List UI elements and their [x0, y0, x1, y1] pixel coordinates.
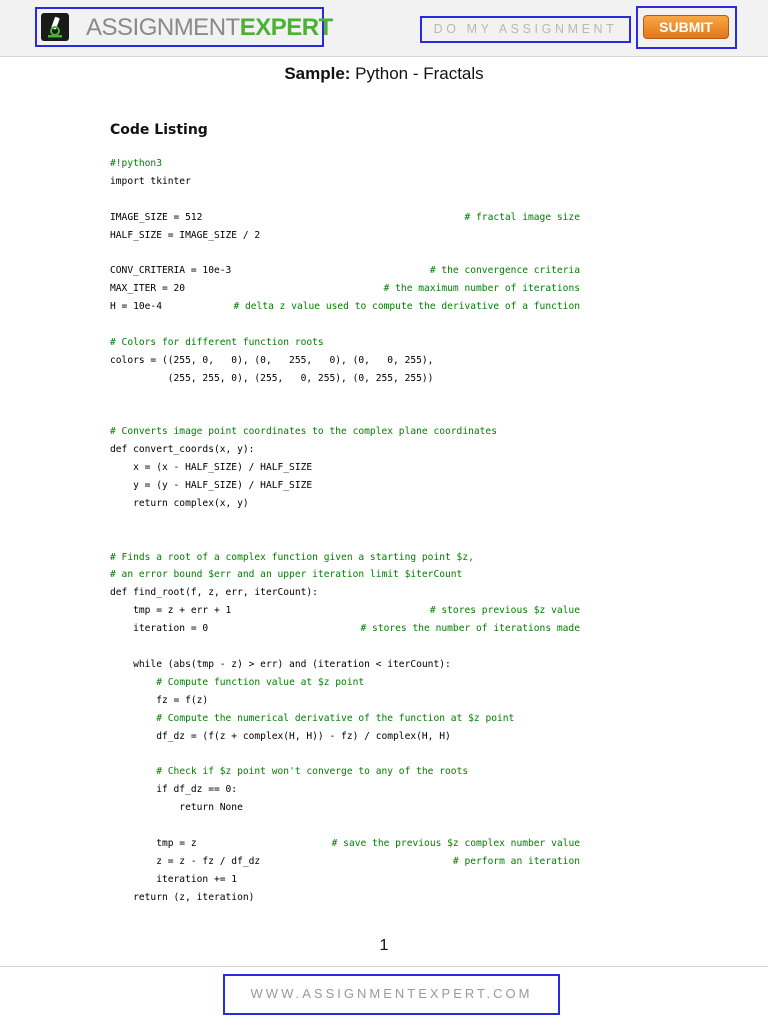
code-line — [110, 656, 580, 674]
code-line — [110, 620, 580, 638]
code-line — [110, 495, 580, 513]
code-text: def find_root(f, z, err, iterCount): — [110, 587, 318, 599]
code-comment: # the convergence criteria — [429, 265, 580, 277]
code-comment: # save the previous $z complex number value — [331, 837, 580, 849]
code-comment: # Check if $z point won't converge to any of the roots — [156, 766, 469, 778]
brand-logo-link[interactable] — [35, 7, 333, 47]
brand-name-part2: EXPERT — [239, 14, 333, 41]
code-line — [110, 728, 580, 746]
code-line — [110, 244, 580, 262]
code-comment: # stores previous $z value — [429, 605, 580, 617]
title-label: Sample: — [284, 64, 351, 83]
page-number: 1 — [379, 937, 389, 954]
code-line — [110, 370, 580, 388]
code-line — [110, 566, 580, 584]
code-line — [110, 334, 580, 352]
code-comment: # fractal image size — [464, 211, 580, 223]
code-text — [110, 713, 156, 724]
code-line — [110, 316, 580, 334]
code-text: return (z, iteration) — [110, 891, 255, 903]
title-text: Python - Fractals — [350, 64, 484, 83]
code-line — [110, 298, 580, 316]
code-line — [110, 781, 580, 799]
code-line — [110, 799, 580, 817]
code-text: tmp = z — [110, 837, 197, 849]
code-line — [110, 692, 580, 710]
site-footer — [0, 966, 768, 1025]
code-line — [110, 155, 580, 173]
code-text: IMAGE_SIZE = 512 — [110, 211, 203, 223]
microscope-icon — [41, 13, 69, 41]
code-line — [110, 889, 580, 907]
brand-name-part1: ASSIGNMENT — [86, 14, 240, 41]
code-text — [110, 677, 156, 688]
code-text: df_dz = (f(z + complex(H, H)) - fz) / complex(H, H) — [110, 730, 451, 742]
code-line — [110, 227, 580, 245]
code-comment: # stores the number of iterations made — [360, 623, 580, 635]
code-text: if df_dz == 0: — [110, 784, 238, 796]
code-line — [110, 477, 580, 495]
code-text: import tkinter — [110, 175, 191, 187]
code-comment: # Compute the numerical derivative of the function at $z point — [156, 712, 515, 724]
code-text: MAX_ITER = 20 — [110, 283, 186, 295]
submit-button-frame — [636, 6, 737, 49]
code-text: H = 10e-4 — [110, 301, 162, 313]
code-comment: # Colors for different function roots — [110, 336, 324, 348]
code-comment: # the maximum number of iterations — [383, 283, 580, 295]
code-line — [110, 405, 580, 423]
code-line — [110, 513, 580, 531]
code-line — [110, 191, 580, 209]
code-text: fz = f(z) — [110, 694, 209, 706]
code-line — [110, 602, 580, 620]
code-line — [110, 352, 580, 370]
site-header — [0, 0, 768, 57]
code-text: iteration += 1 — [110, 873, 238, 885]
code-comment: # Compute function value at $z point — [156, 676, 365, 688]
code-line — [110, 388, 580, 406]
code-line — [110, 638, 580, 656]
code-text: colors = ((255, 0, 0), (0, 255, 0), (0, 0, 255), — [110, 354, 434, 366]
code-comment: # an error bound $err and an upper iteration limit $iterCount — [110, 569, 463, 581]
code-line — [110, 871, 580, 889]
code-comment: # perform an iteration — [452, 855, 580, 867]
code-text: x = (x - HALF_SIZE) / HALF_SIZE — [110, 462, 313, 474]
page-title — [0, 64, 768, 84]
code-text: HALF_SIZE = IMAGE_SIZE / 2 — [110, 229, 261, 241]
code-line — [110, 817, 580, 835]
code-line — [110, 835, 580, 853]
code-comment: # delta z value used to compute the derivative of a function — [233, 301, 580, 313]
code-text: CONV_CRITERIA = 10e-3 — [110, 265, 232, 277]
code-line — [110, 853, 580, 871]
code-line — [110, 209, 580, 227]
brand-name — [86, 13, 333, 43]
code-line — [110, 280, 580, 298]
code-line — [110, 173, 580, 191]
code-line — [110, 584, 580, 602]
code-text: y = (y - HALF_SIZE) / HALF_SIZE — [110, 480, 313, 492]
section-heading: Code Listing — [110, 122, 208, 138]
code-line — [110, 549, 580, 567]
code-text: (255, 255, 0), (255, 0, 255), (0, 255, 255)) — [110, 372, 434, 384]
code-line — [110, 262, 580, 280]
code-line — [110, 745, 580, 763]
code-text: return None — [110, 802, 243, 814]
code-listing — [110, 155, 580, 906]
code-text — [110, 766, 156, 777]
code-line — [110, 531, 580, 549]
code-comment: # Finds a root of a complex function given a starting point $z, — [110, 551, 474, 563]
code-comment: #!python3 — [110, 158, 162, 169]
code-line — [110, 423, 580, 441]
code-text: while (abs(tmp - z) > err) and (iteration < iterCount): — [110, 658, 451, 670]
code-line — [110, 710, 580, 728]
code-text: tmp = z + err + 1 — [110, 605, 232, 617]
code-line — [110, 441, 580, 459]
code-text: iteration = 0 — [110, 623, 209, 635]
code-text: z = z - fz / df_dz — [110, 855, 261, 867]
submit-button[interactable]: SUBMIT — [643, 15, 729, 39]
code-text: def convert_coords(x, y): — [110, 444, 255, 456]
code-line — [110, 459, 580, 477]
footer-website-link[interactable]: WWW.ASSIGNMENTEXPERT.COM — [223, 974, 560, 1015]
code-comment: # Converts image point coordinates to the complex plane coordinates — [110, 426, 497, 438]
code-line — [110, 763, 580, 781]
code-line — [110, 674, 580, 692]
do-my-assignment-link[interactable]: DO MY ASSIGNMENT — [420, 16, 631, 43]
code-text: return complex(x, y) — [110, 497, 249, 509]
